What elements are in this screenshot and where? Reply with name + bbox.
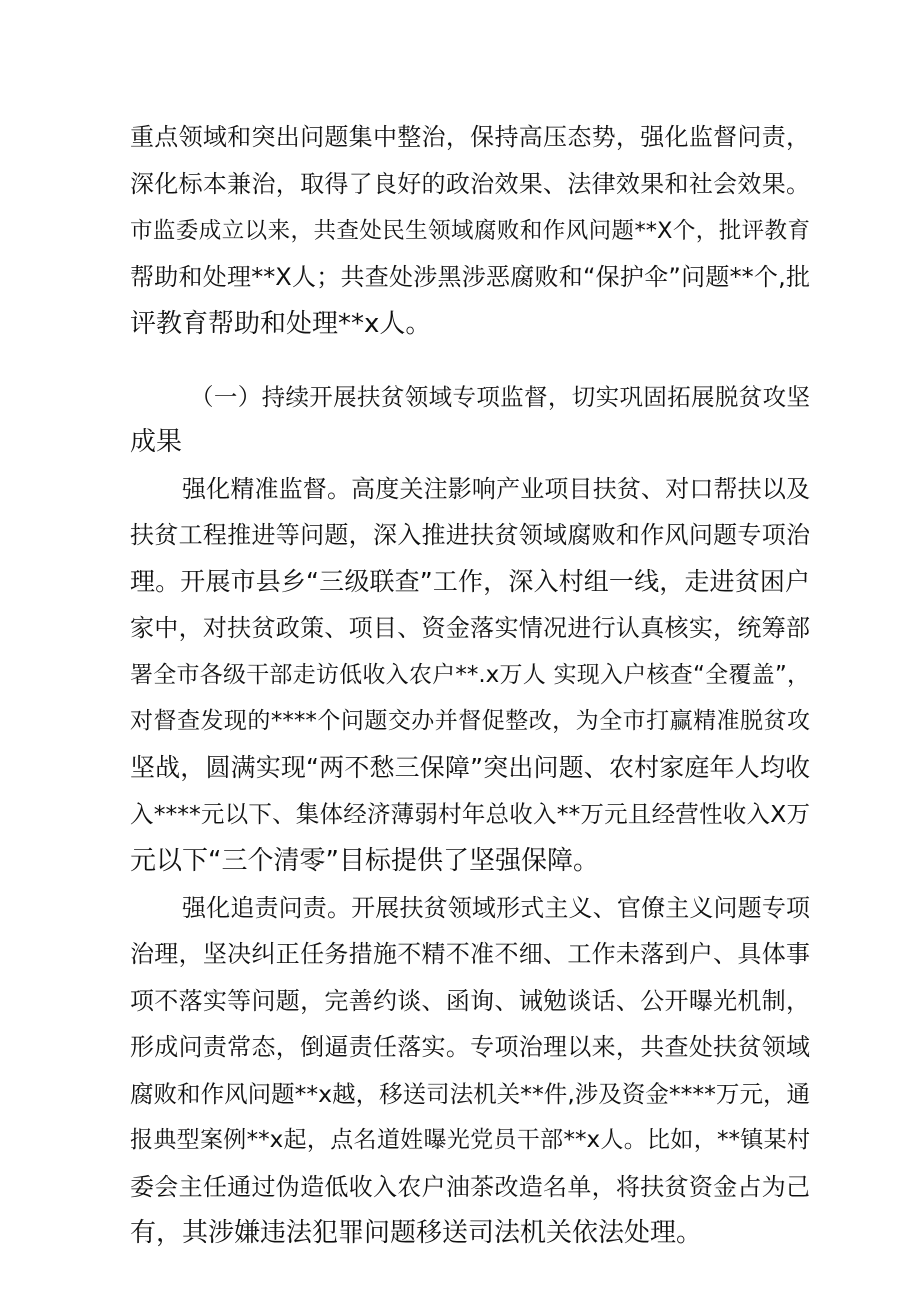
intro-line-3: 市监委成立以来，共查处民生领域腐败和作风问题**X个，批评教育 <box>130 218 810 244</box>
paragraph1-line-5: 署全市各级干部走访低收入农户**.x万人 实现入户核查“全覆盖”， <box>130 662 810 688</box>
paragraph1-line-8: 入****元以下、集体经济薄弱村年总收入**万元且经营性收入X万 <box>130 800 810 828</box>
intro-line-1: 重点领域和突出问题集中整治，保持高压态势，强化监督问责， <box>130 123 810 151</box>
paragraph1-line-1: 强化精准监督。高度关注影响产业项目扶贫、对口帮扶以及 <box>182 475 810 503</box>
paragraph2-line-2: 治理，坚决纠正任务措施不精不准不细、工作未落到户、具体事 <box>130 940 810 968</box>
intro-line-4: 帮助和处理**X人；共查处涉黑涉恶腐败和“保护伞”问题**个,批 <box>130 263 810 291</box>
paragraph2-line-4: 形成问责常态，倒逼责任落实。专项治理以来，共查处扶贫领域 <box>130 1033 810 1061</box>
paragraph1-line-9: 元以下“三个清零”目标提供了坚强保障。 <box>130 846 599 876</box>
paragraph1-line-2: 扶贫工程推进等问题，深入推进扶贫领域腐败和作风问题专项治 <box>130 521 810 549</box>
paragraph2-line-1: 强化追责问责。开展扶贫领域形式主义、官僚主义问题专项 <box>182 894 810 922</box>
paragraph2-line-5: 腐败和作风问题**x越，移送司法机关**件,涉及资金****万元，通 <box>130 1080 810 1108</box>
paragraph1-line-7: 坚战，圆满实现“两不愁三保障”突出问题、农村家庭年人均收 <box>130 753 810 782</box>
paragraph1-line-4: 家中，对扶贫政策、项目、资金落实情况进行认真核实，统筹部 <box>130 614 810 642</box>
paragraph1-line-6: 对督查发现的****个问题交办并督促整改，为全市打赢精准脱贫攻 <box>130 708 810 734</box>
paragraph2-line-3: 项不落实等问题，完善约谈、函询、诫勉谈话、公开曝光机制， <box>130 987 810 1015</box>
paragraph2-line-7: 委会主任通过伪造低收入农户油茶改造名单，将扶贫资金占为己 <box>130 1173 810 1201</box>
section-heading-line-2: 成果 <box>130 427 183 457</box>
paragraph1-line-3: 理。开展市县乡“三级联查”工作，深入村组一线，走进贫困户 <box>130 567 810 596</box>
section-heading-line-1: （一）持续开展扶贫领域专项监督，切实巩固拓展脱贫攻坚 <box>190 383 810 411</box>
paragraph2-line-8: 有，其涉嫌违法犯罪问题移送司法机关依法处理。 <box>130 1218 703 1248</box>
paragraph2-line-6: 报典型案例**x起，点名道姓曝光党员干部**x人。比如，**镇某村 <box>130 1127 810 1153</box>
intro-line-5: 评教育帮助和处理**x人。 <box>130 309 432 339</box>
intro-line-2: 深化标本兼治，取得了良好的政治效果、法律效果和社会效果。 <box>130 170 810 198</box>
